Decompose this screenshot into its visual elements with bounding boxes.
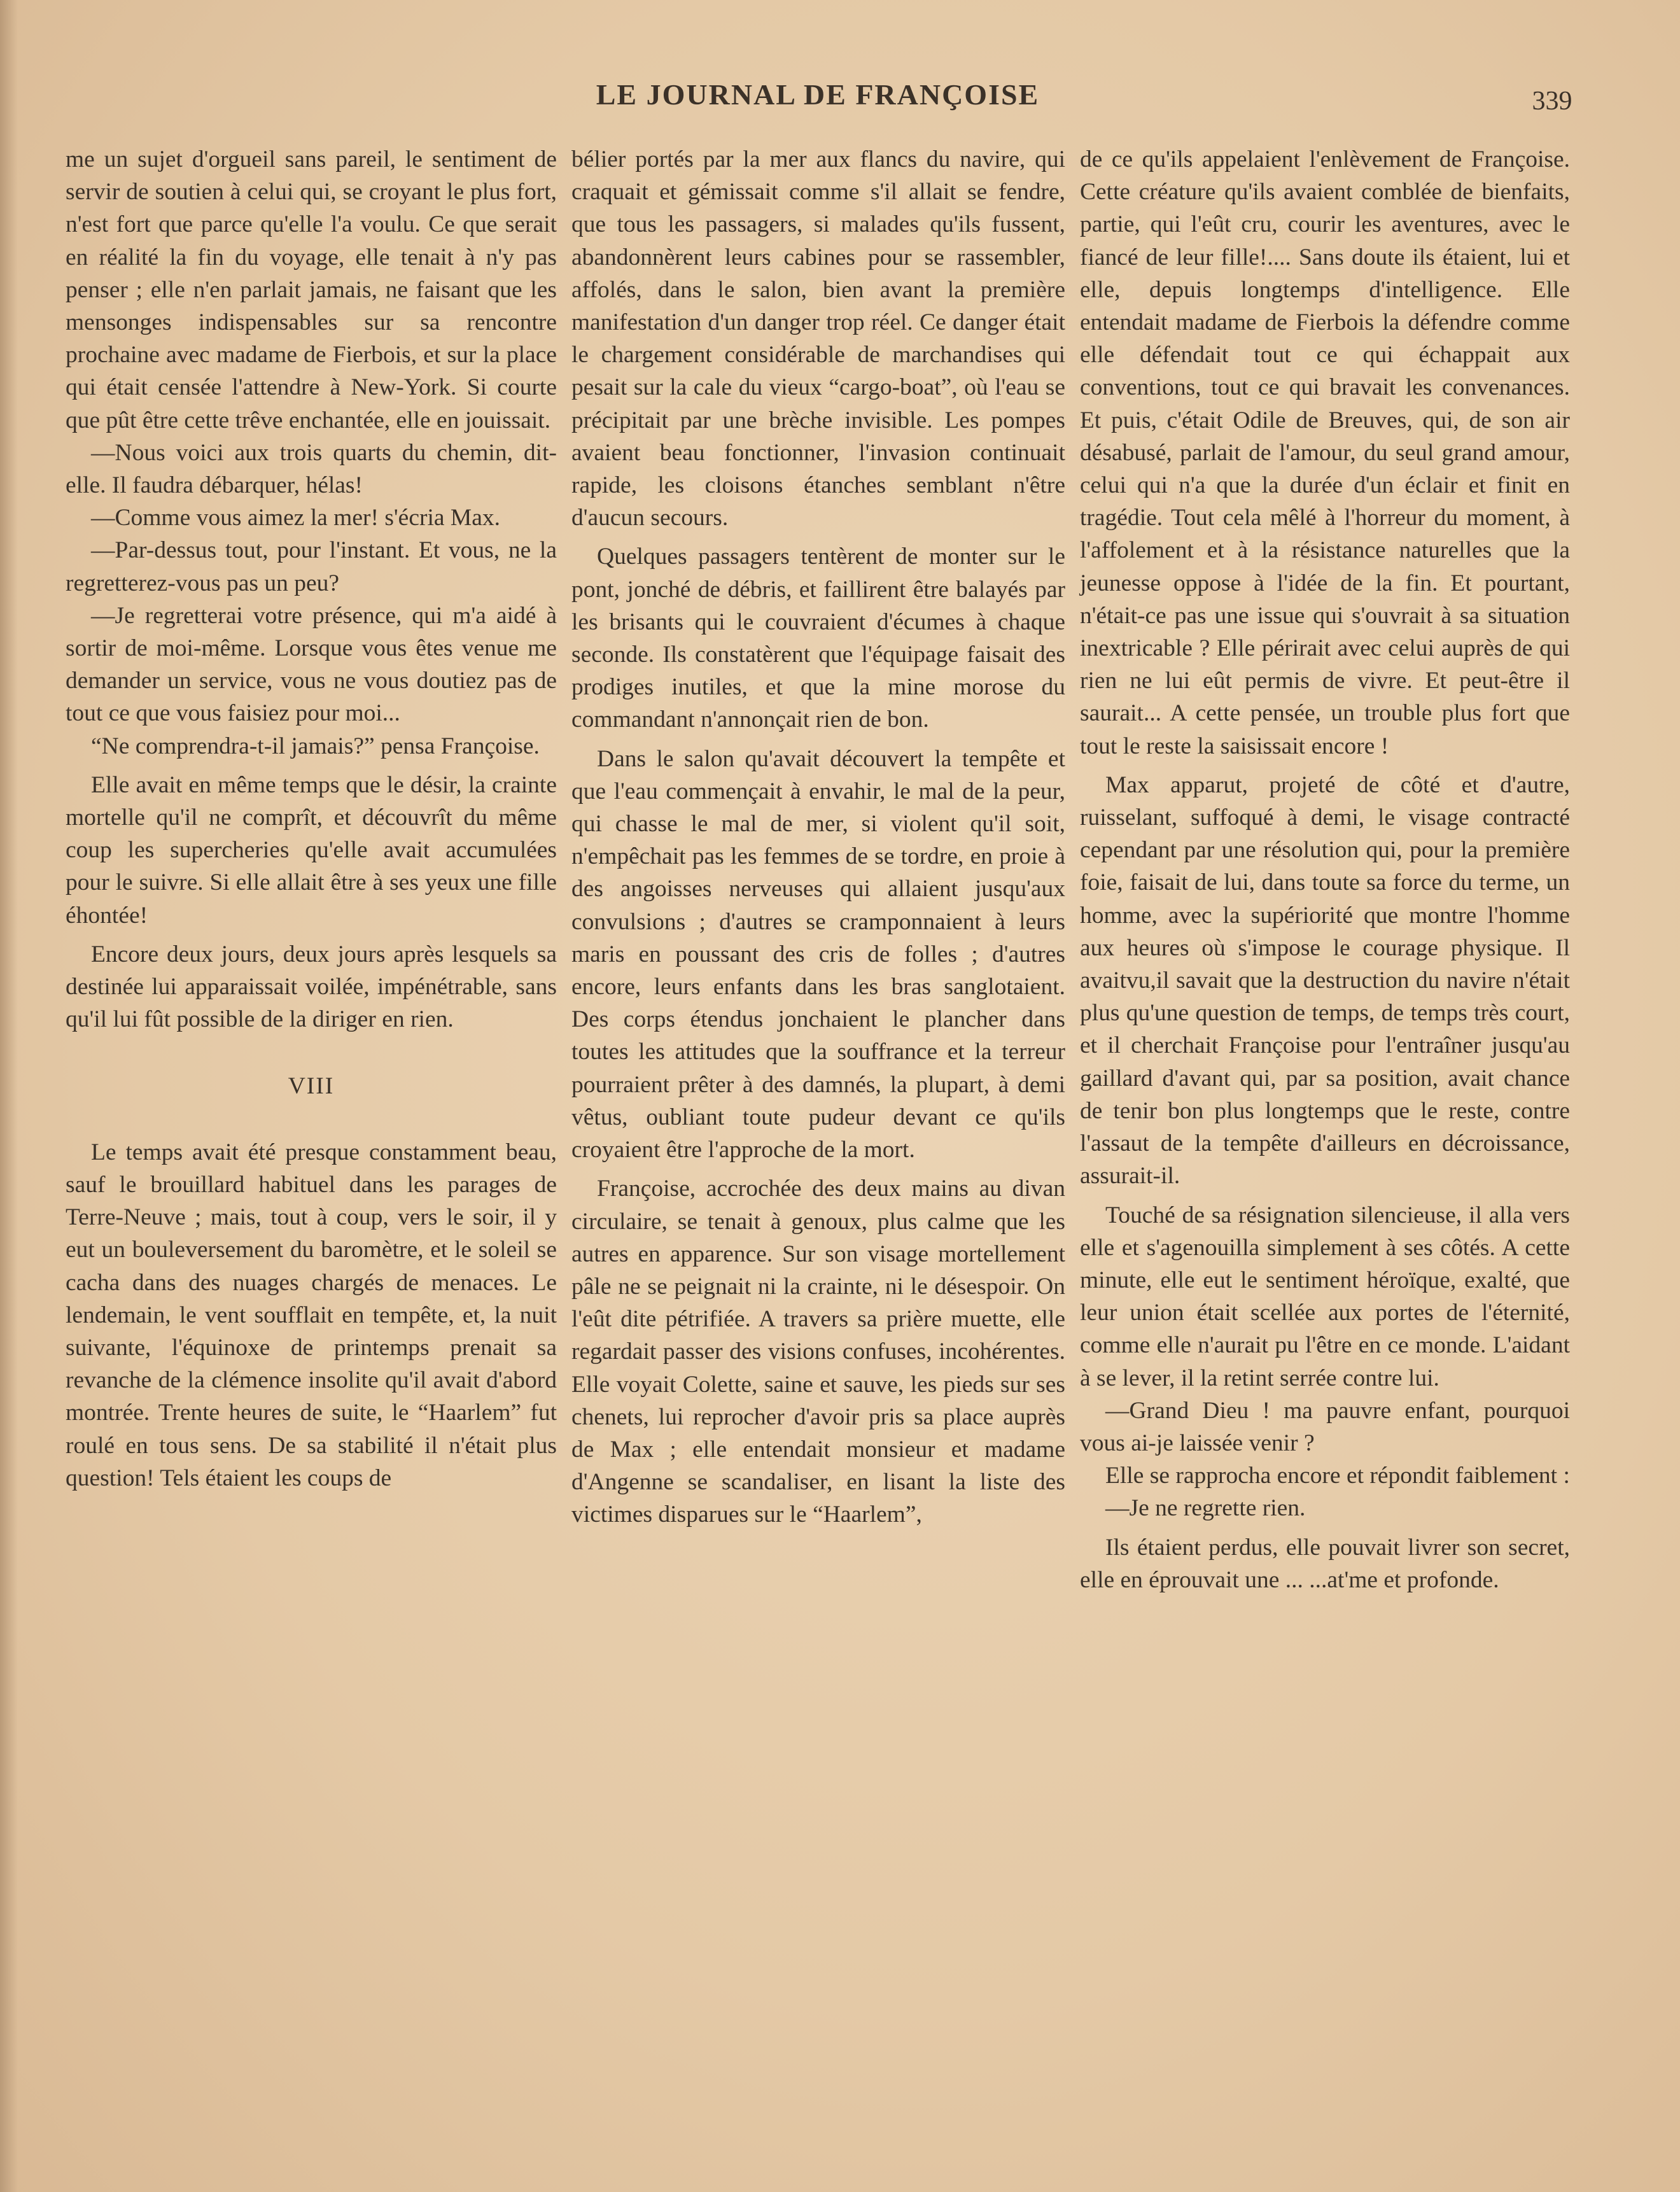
paragraph: —Je ne regrette rien. <box>1105 1495 1306 1522</box>
paragraph: Encore deux jours, deux jours après lesquels sa destinée lui apparaissait voilée, impénétrable, sans qu'il lui fût possible de la diriger en rien. <box>66 941 557 1033</box>
paragraph: —Je regretterai votre présence, qui m'a aidé à sortir de moi-même. Lorsque vous êtes venue me demander un service, vous ne vous doutiez pas de tout ce que vous faisiez pour moi... <box>66 602 557 727</box>
running-header-title: LE JOURNAL DE FRANÇOISE <box>596 78 1040 111</box>
paragraph: me un sujet d'orgueil sans pareil, le sentiment de servir de soutien à celui qui, se croyant le plus fort, n'est fort que parce qu'elle l'a voulu. Ce que serait en réalité la fin du voyage, elle tenait à n'y pas penser ; elle n'en parlait jamais, ne faisant que les mensonges indispensables sur sa rencontre prochaine avec madame de Fierbois, et sur la place qui était censée l'attendre à New-York. Si courte que pût être cette trêve enchantée, elle en jouissait. <box>66 146 557 433</box>
paragraph: Ils étaient perdus, elle pouvait livrer son secret, elle en éprouvait une ... ...at'me et profonde. <box>1080 1534 1570 1593</box>
paragraph: Max apparut, projeté de côté et d'autre, ruisselant, suffoqué à demi, le visage contracté cependant par une résolution qui, pour la première foie, faisait de lui, dans toute sa force du terme, un homme, avec la supériorité que montre l'homme aux heures où s'impose le courage physique. Il avaitvu,il savait que la destruction du navire n'était plus qu'une question de temps, de temps très court, et il cherchait Françoise pour l'entraîner jusqu'au gaillard d'avant qui, par sa position, avait chance de tenir bon plus longtemps que le reste, contre l'assaut de la tempête d'ailleurs en décroissance, assurait-il. <box>1080 771 1570 1190</box>
paragraph: Dans le salon qu'avait découvert la tempête et que l'eau commençait à envahir, le mal de la peur, qui chasse le mal de mer, si violent qu'il soit, n'empêchait pas les femmes de se tordre, en proie à des angoisses nerveuses qui allaient jusqu'aux convulsions ; d'autres se cramponnaient à leurs maris en poussant des cris de folles ; d'autres encore, leurs enfants dans les bras sanglotaient. Des corps étendus jonchaient le plancher dans toutes les attitudes que la souffrance et la terreur pourraient prêter à des damnés, la plupart, à demi vêtus, oubliant toute pudeur devant ce qu'ils croyaient être l'approche de la mort. <box>571 745 1065 1163</box>
paragraph: —Par-dessus tout, pour l'instant. Et vous, ne la regretterez-vous pas un peu? <box>66 537 557 596</box>
paragraph: —Comme vous aimez la mer! s'écria Max. <box>91 505 501 531</box>
paragraph: —Grand Dieu ! ma pauvre enfant, pourquoi vous ai-je laissée venir ? <box>1080 1397 1570 1456</box>
page-number: 339 <box>1532 87 1572 116</box>
chapter-heading: VIII <box>288 1073 335 1100</box>
text-column-3 <box>1080 143 1570 1596</box>
text-column-2 <box>571 143 1065 1531</box>
paragraph: Elle se rapprocha encore et répondit faiblement : <box>1105 1463 1570 1489</box>
paragraph: Le temps avait été presque constamment beau, sauf le brouillard habituel dans les parages de Terre-Neuve ; mais, tout à coup, vers le soir, il y eut un bouleversement du baromètre, et le soleil se cacha dans des nuages chargés de menaces. Le lendemain, le vent soufflait en tempête, et, la nuit suivante, l'équinoxe de printemps prenait sa revanche de la clémence insolite qu'il avait d'abord montrée. Trente heures de suite, le “Haarlem” fut roulé en tous sens. De sa stabilité il n'était plus question! Tels étaient les coups de <box>66 1139 557 1491</box>
paragraph: —Nous voici aux trois quarts du chemin, dit-elle. Il faudra débarquer, hélas! <box>66 439 557 499</box>
page-edge-shadow <box>0 0 18 2192</box>
paragraph: Françoise, accrochée des deux mains au divan circulaire, se tenait à genoux, plus calme que les autres en apparence. Sur son visage mortellement pâle ne se peignait ni la crainte, ni le désespoir. On l'eût dite pétrifiée. A travers sa prière muette, elle regardait passer des visions confuses, incohérentes. Elle voyait Colette, saine et sauve, les pieds sur ses chenets, lui reprocher d'avoir pris sa place auprès de Max ; elle entendait monsieur et madame d'Angenne se scandaliser, en lisant la liste des victimes disparues sur le “Haarlem”, <box>571 1176 1065 1528</box>
paragraph: Quelques passagers tentèrent de monter sur le pont, jonché de débris, et faillirent être balayés par les brisants qui le couvraient d'écumes à chaque seconde. Ils constatèrent que l'équipage faisait des prodiges inutiles, et que la mine morose du commandant n'annonçait rien de bon. <box>571 544 1065 733</box>
paragraph: de ce qu'ils appelaient l'enlèvement de Françoise. Cette créature qu'ils avaient comblée de bienfaits, partie, qui l'eût cru, courir les aventures, avec le fiancé de leur fille!.... Sans doute ils étaient, lui et elle, depuis longtemps d'intelligence. Elle entendait madame de Fierbois la défendre comme elle défendait tout ce qui échappait aux conventions, tout ce qui bravait les convenances. Et puis, c'était Odile de Breuves, qui, de son air désabusé, parlait de l'amour, du seul grand amour, celui qui n'a que la durée d'un éclair et finit en tragédie. Tout cela mêlé à l'horreur du moment, à l'affolement et à la résistance naturelles que la jeunesse oppose à l'idée de la fin. Et pourtant, n'était-ce pas une issue qui s'ouvrait à sa situation inextricable ? Elle périrait avec celui auprès de qui rien ne lui eût permis de vivre. Et peut-être il saurait... A cette pensée, un trouble plus fort que tout le reste la saisissait encore ! <box>1080 146 1570 759</box>
paragraph: bélier portés par la mer aux flancs du navire, qui craquait et gémissait comme s'il allait se fendre, que tous les passagers, si malades qu'ils fussent, abandonnèrent leurs cabines pour se rassembler, affolés, dans le salon, bien avant la première manifestation d'un danger trop réel. Ce danger était le chargement considérable de marchandises qui pesait sur la cale du vieux “cargo-boat”, où l'eau se précipitait par une brèche invisible. Les pompes avaient beau fonctionner, l'invasion continuait rapide, les cloisons étanches semblant n'être d'aucun secours. <box>571 146 1065 531</box>
paragraph: Touché de sa résignation silencieuse, il alla vers elle et s'agenouilla simplement à ses côtés. A cette minute, elle eut le sentiment héroïque, exalté, que leur union était scellée aux portes de l'éternité, comme elle n'aurait pu l'être en ce monde. L'aidant à se lever, il la retint serrée contre lui. <box>1080 1202 1570 1391</box>
paragraph: “Ne comprendra-t-il jamais?” pensa Françoise. <box>91 733 540 759</box>
text-column-1 <box>66 143 557 1494</box>
paragraph: Elle avait en même temps que le désir, la crainte mortelle qu'il ne comprît, et découvrît du même coup les supercheries qu'elle avait accumulées pour le suivre. Si elle allait être à ses yeux une fille éhontée! <box>66 771 557 929</box>
